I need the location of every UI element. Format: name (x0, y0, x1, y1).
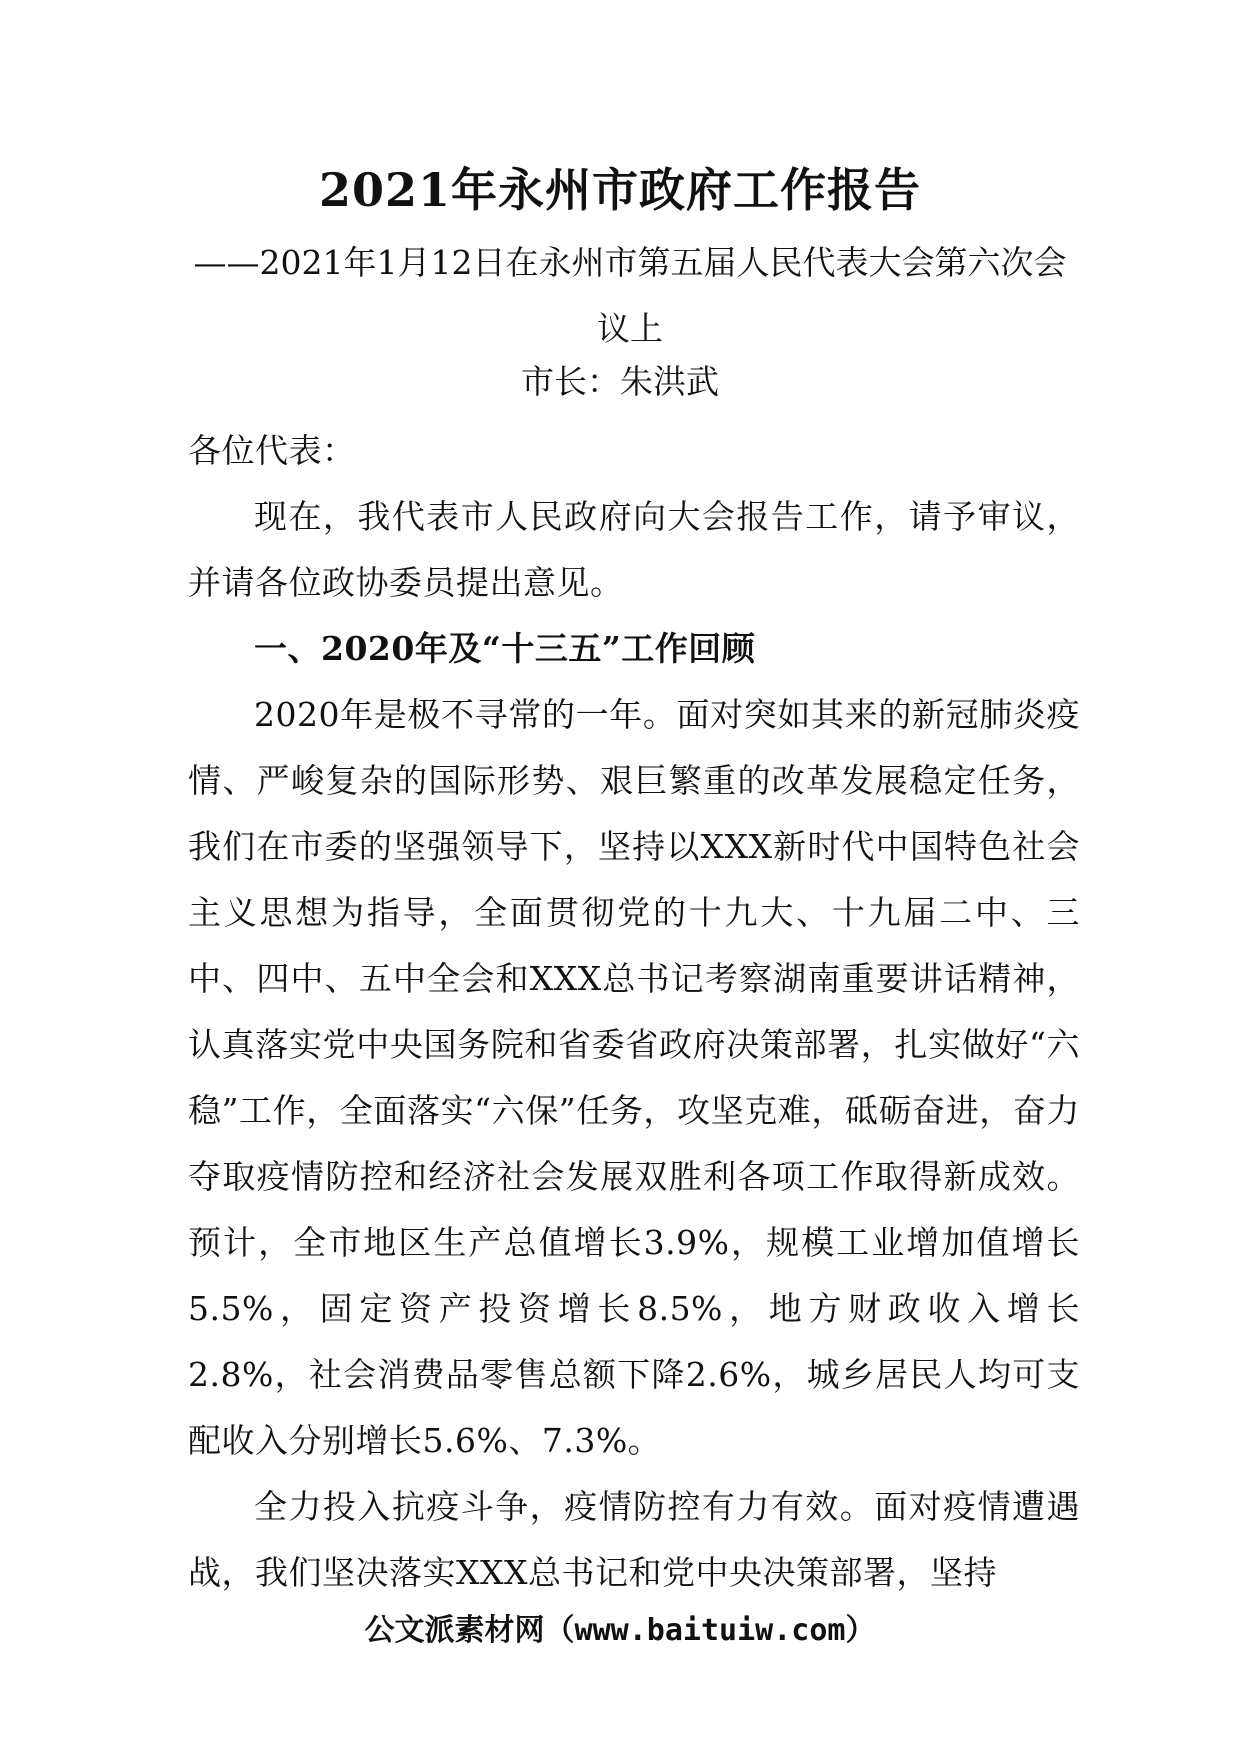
document-title: 2021年永州市政府工作报告 (318, 163, 922, 217)
footer-watermark (0, 1606, 1240, 1656)
salutation: 各位代表： (188, 431, 356, 470)
section-heading: 一、2020年及“十三五”工作回顾 (254, 629, 756, 668)
document-subtitle: ——2021年1月12日在永州市第五届人民代表大会第六次会议上 (193, 243, 1067, 348)
paragraph-epidemic: 全力投入抗疫斗争，疫情防控有力有效。面对疫情遭遇战，我们坚决落实XXX总书记和党中央决策部署，坚持 (188, 1487, 1080, 1592)
footer-site-name: 公文派素材网 (364, 1613, 545, 1648)
paragraph-intro: 现在，我代表市人民政府向大会报告工作，请予审议，并请各位政协委员提出意见。 (188, 497, 1080, 602)
paragraph-review: 2020年是极不寻常的一年。面对突如其来的新冠肺炎疫情、严峻复杂的国际形势、艰巨繁重的改革发展稳定任务，我们在市委的坚强领导下，坚持以XXX新时代中国特色社会主义思想为指导，全面贯彻党的十九大、十九届二中、三中、四中、五中全会和XXX总书记考察湖南重要讲话精神，认真落实党中央国务院和省委省政府决策部署，扎实做好“六稳”工作，全面落实“六保”任务，攻坚克难，砥砺奋进，奋力夺取疫情防控和经济社会发展双胜利各项工作取得新成效。预计，全市地区生产总值增长3.9%，规模工业增加值增长5.5%，固定资产投资增长8.5%，地方财政收入增长2.8%，社会消费品零售总额下降2.6%，城乡居民人均可支配收入分别增长5.6%、7.3%。 (188, 695, 1080, 1460)
document-author: 市长：朱洪武 (521, 362, 719, 401)
footer-url[interactable]: （www.baituiw.com） (544, 1613, 876, 1648)
